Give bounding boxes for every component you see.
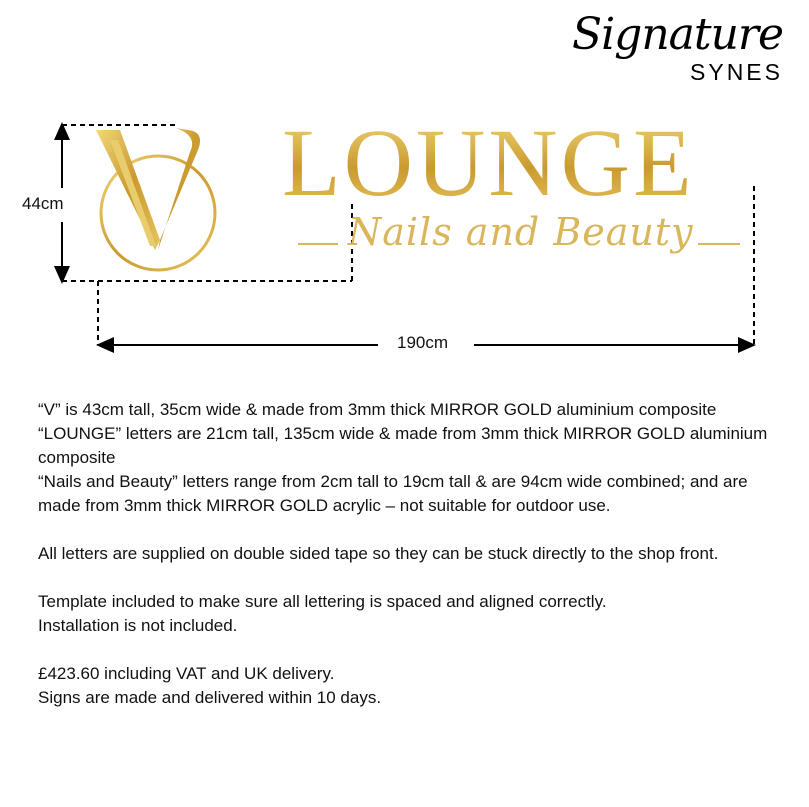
tape-note: All letters are supplied on double sided tape so they can be stuck directly to the shop front.	[38, 544, 719, 563]
width-dimension-label: 190cm	[389, 333, 456, 353]
brand-sub-text: SYNES	[690, 59, 783, 85]
template-note: Template included to make sure all lettering is spaced and aligned correctly.	[38, 592, 607, 611]
product-description	[38, 398, 773, 710]
spec-v: “V” is 43cm tall, 35cm wide & made from 3mm thick MIRROR GOLD aluminium composite	[38, 400, 717, 419]
brand-script-text: Signature	[571, 9, 783, 60]
delivery-text: Signs are made and delivered within 10 days.	[38, 688, 382, 707]
spec-lounge: “LOUNGE” letters are 21cm tall, 135cm wide & made from 3mm thick MIRROR GOLD aluminium composite	[38, 424, 768, 467]
nails-and-beauty-script: Nails and Beauty	[348, 210, 694, 254]
v-emblem	[96, 128, 215, 270]
price-text: £423.60 including VAT and UK delivery.	[38, 664, 335, 683]
sign-dimension-diagram	[0, 0, 809, 370]
height-dimension-label: 44cm	[22, 194, 64, 213]
spec-nails-beauty: “Nails and Beauty” letters range from 2cm tall to 19cm tall & are 94cm wide combined; and are made from 3mm thick MIRROR GOLD acrylic – not suitable for outdoor use.	[38, 472, 748, 515]
lounge-wordmark: LOUNGE	[282, 109, 695, 216]
installation-note: Installation is not included.	[38, 616, 238, 635]
